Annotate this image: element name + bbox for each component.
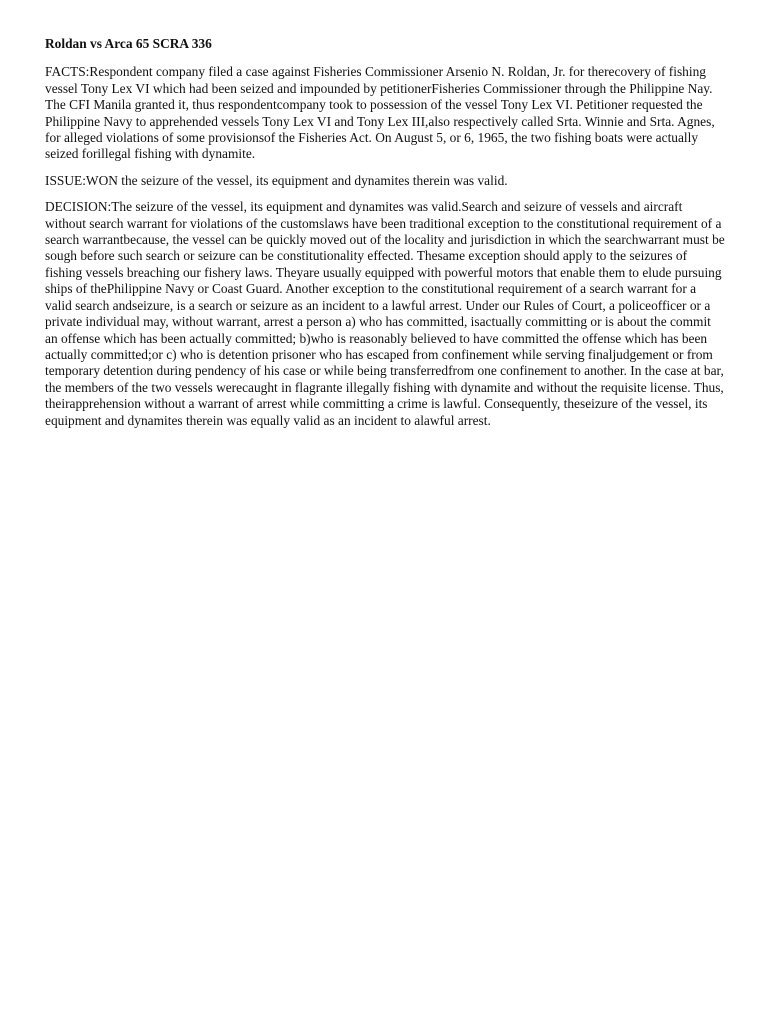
document-title: Roldan vs Arca 65 SCRA 336 (45, 36, 212, 51)
document-page (45, 36, 725, 439)
issue-paragraph: ISSUE:WON the seizure of the vessel, its equipment and dynamites therein was valid. (45, 172, 508, 188)
facts-paragraph: FACTS:Respondent company filed a case against Fisheries Commissioner Arsenio N. Roldan, Jr. for therecovery of fishing vessel Tony Lex VI which had been seized and impounded by petitionerFisheries Commissioner through the Philippine Nay. The CFI Manila granted it, thus respondentcompany took to possession of the vessel Tony Lex VI. Petitioner requested the Philippine Navy to apprehended vessels Tony Lex VI and Tony Lex III,also respectively called Srta. Winnie and Srta. Agnes, for alleged violations of some provisionsof the Fisheries Act. On August 5, or 6, 1965, the two fishing boats were actually seized forillegal fishing with dynamite. (45, 64, 715, 162)
decision-paragraph: DECISION:The seizure of the vessel, its equipment and dynamites was valid.Search and seizure of vessels and aircraft without search warrant for violations of the customslaws have been traditional exception to the constitutional requirement of a search warrantbecause, the vessel can be quickly moved out of the locality and jurisdiction in which the searchwarrant must be sough before such search or seizure can be constitutionality effected. Thesame exception should apply to the seizures of fishing vessels breaching our fishery laws. Theyare usually equipped with powerful motors that enable them to elude pursuing ships of thePhilippine Navy or Coast Guard. Another exception to the constitutional requirement of a search warrant for a valid search andseizure, is a search or seizure as an incident to a lawful arrest. Under our Rules of Court, a policeofficer or a private individual may, without warrant, arrest a person a) who has committed, isactually committing or is about the commit an offense which has been actually committed; b)who is reasonably believed to have committed the offense which has been actually committed;or c) who is detention prisoner who has escaped from confinement while serving finaljudgement or from temporary detention during pendency of his case or while being transferredfrom one confinement to another. In the case at bar, the members of the two vessels werecaught in flagrante illegally fishing with dynamite and without the requisite license. Thus, theirapprehension without a warrant of arrest while committing a crime is lawful. Consequently, theseizure of the vessel, its equipment and dynamites therein was equally valid as an incident to alawful arrest. (45, 199, 725, 428)
